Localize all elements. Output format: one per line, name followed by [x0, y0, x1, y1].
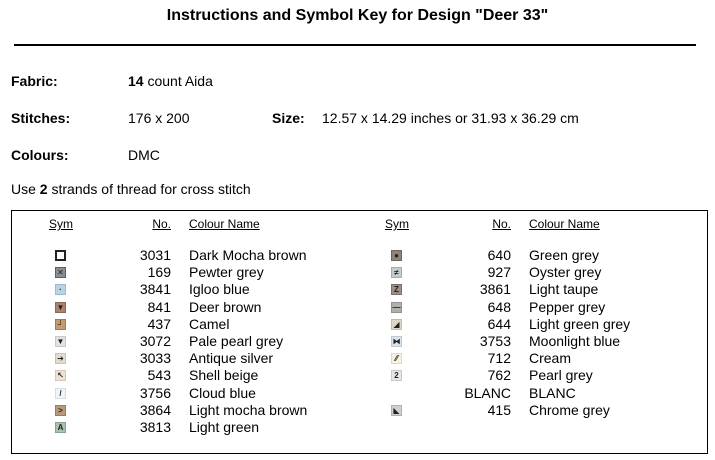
- symbol-swatch-icon: ◢: [391, 319, 402, 330]
- colour-number: 3033: [139, 350, 171, 367]
- symbol-swatch-icon: 2: [391, 370, 402, 381]
- header-name-right: Colour Name: [529, 217, 600, 231]
- stitches-label: Stitches:: [11, 110, 71, 126]
- colour-name: Light taupe: [529, 281, 599, 298]
- table-row: [12, 281, 707, 298]
- header-name-left: Colour Name: [189, 217, 260, 231]
- fabric-label: Fabric:: [11, 73, 58, 89]
- colour-number: 762: [487, 367, 511, 384]
- symbol-swatch-icon: >: [55, 405, 66, 416]
- title-underline: [14, 44, 696, 46]
- table-row: [12, 333, 707, 350]
- strands-count: 2: [39, 181, 48, 197]
- footer-rule: [11, 453, 77, 454]
- symbol-swatch-icon: ▼: [56, 302, 65, 312]
- size-value: 12.57 x 14.29 inches or 31.93 x 36.29 cm: [322, 110, 579, 126]
- symbol-swatch-icon: ◣: [391, 405, 402, 416]
- colour-name: Dark Mocha brown: [189, 247, 307, 263]
- colour-number: 415: [487, 401, 511, 418]
- table-row: [12, 299, 707, 316]
- page-title: Instructions and Symbol Key for Design "Deer 33": [166, 7, 549, 24]
- colour-number: 543: [147, 367, 171, 384]
- colour-number: 644: [487, 315, 511, 332]
- colour-name: Antique silver: [189, 350, 274, 367]
- header-no-right: No.: [492, 217, 511, 231]
- colour-number: 927: [487, 264, 511, 281]
- colour-number: 3841: [139, 281, 171, 298]
- colour-number: 648: [487, 298, 511, 315]
- size-label: Size:: [272, 110, 305, 126]
- colour-name: Pale pearl grey: [189, 333, 284, 349]
- symbol-swatch-icon: ⧓: [392, 337, 401, 346]
- symbol-swatch-icon: ┘: [55, 319, 66, 330]
- colour-name: Cream: [529, 350, 572, 367]
- table-row: [12, 367, 707, 384]
- header-sym-left: Sym: [49, 217, 73, 231]
- strands-pre: Use: [11, 181, 40, 197]
- symbol-swatch-icon: ↖: [55, 370, 66, 381]
- colour-number: 3072: [139, 333, 171, 349]
- header-sym-right: Sym: [385, 217, 409, 231]
- symbol-key-table: [11, 210, 708, 454]
- colour-name: BLANC: [529, 384, 576, 401]
- colour-name: Pearl grey: [529, 367, 593, 384]
- colour-name: Moonlight blue: [529, 333, 621, 349]
- colour-name: Pepper grey: [529, 298, 606, 315]
- table-row: [12, 419, 707, 436]
- strands-instruction: [11, 181, 251, 197]
- fabric-count: 14: [128, 73, 144, 89]
- symbol-swatch-icon: A: [55, 422, 66, 433]
- symbol-swatch-icon: ●: [391, 250, 402, 261]
- symbol-swatch-icon: —: [392, 302, 401, 312]
- colour-name: Light green: [189, 419, 260, 435]
- table-row: [12, 247, 707, 264]
- colour-number: 437: [147, 315, 171, 332]
- fabric-value: [128, 73, 213, 89]
- symbol-swatch-icon: ·: [55, 284, 66, 295]
- symbol-swatch-icon: Z: [391, 284, 402, 295]
- colour-number: 712: [487, 350, 511, 367]
- table-row: [12, 350, 707, 367]
- colour-name: Cloud blue: [189, 384, 256, 401]
- colour-name: Shell beige: [189, 367, 259, 384]
- colour-number: 169: [147, 264, 171, 281]
- colour-number: 3756: [139, 384, 171, 401]
- colour-name: Pewter grey: [189, 264, 264, 281]
- symbol-swatch-icon: ➔: [55, 353, 66, 364]
- symbol-swatch-icon: ▼: [56, 337, 65, 346]
- colour-number: 3861: [479, 281, 511, 298]
- colour-name: Green grey: [529, 247, 600, 263]
- symbol-swatch-icon: [391, 388, 402, 399]
- colours-value: DMC: [128, 147, 160, 163]
- symbol-swatch-icon: ≠: [391, 267, 402, 278]
- colour-number: BLANC: [464, 384, 511, 401]
- table-row: [12, 385, 707, 402]
- fabric-type: count Aida: [147, 73, 213, 89]
- symbol-swatch-icon: ⁄⁄: [391, 353, 402, 364]
- colour-name: Deer brown: [189, 298, 262, 315]
- colour-number: 3813: [139, 419, 171, 435]
- stitches-value: 176 x 200: [128, 110, 190, 126]
- symbol-swatch-icon: ✕: [55, 267, 66, 278]
- colour-number: 3031: [139, 247, 171, 263]
- colour-name: Chrome grey: [529, 401, 610, 418]
- header-no-left: No.: [152, 217, 171, 231]
- symbol-swatch-icon: /: [55, 388, 66, 399]
- colour-name: Light mocha brown: [189, 401, 308, 418]
- colour-number: 841: [147, 298, 171, 315]
- colour-name: Camel: [189, 315, 230, 332]
- table-row: [12, 402, 707, 419]
- colour-number: 640: [487, 247, 511, 263]
- colour-name: Light green grey: [529, 315, 631, 332]
- colours-label: Colours:: [11, 147, 69, 163]
- table-row: [12, 264, 707, 281]
- strands-post: strands of thread for cross stitch: [47, 181, 251, 197]
- colour-name: Oyster grey: [529, 264, 602, 281]
- colour-number: 3864: [139, 401, 171, 418]
- colour-name: Igloo blue: [189, 281, 250, 298]
- table-row: [12, 316, 707, 333]
- colour-number: 3753: [479, 333, 511, 349]
